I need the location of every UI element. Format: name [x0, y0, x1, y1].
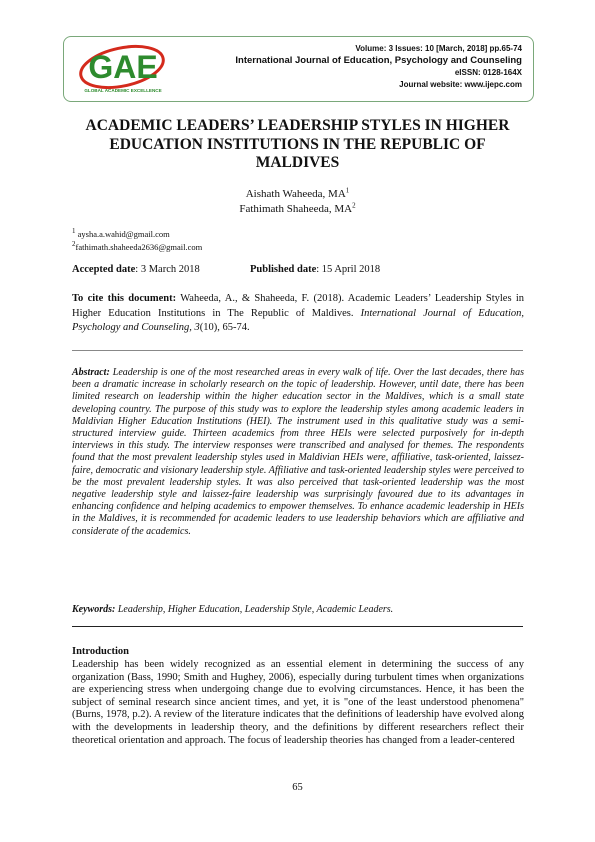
- published-value: : 15 April 2018: [316, 264, 381, 275]
- accepted-date: [72, 264, 200, 275]
- published-date: [250, 264, 380, 275]
- website-line[interactable]: Journal website: www.ijepc.com: [399, 80, 522, 89]
- footnote-mark: 2: [72, 239, 76, 248]
- citation-label: To cite this document:: [72, 293, 177, 304]
- logo-subtext: GLOBAL ACADEMIC EXCELLENCE: [84, 88, 162, 93]
- dates-line: [72, 264, 381, 275]
- published-label: Published date: [250, 264, 317, 275]
- paper-title: ACADEMIC LEADERS’ LEADERSHIP STYLES IN HIGHER EDUCATION INSTITUTIONS IN THE REPUBLIC OF MALDIVES: [85, 117, 510, 171]
- citation: [72, 292, 524, 336]
- author-mark: 1: [345, 186, 350, 195]
- journal-name: International Journal of Education, Psychology and Counseling: [235, 55, 522, 66]
- introduction-text: Leadership has been widely recognized as an essential element in determining the success of any organization (Bass, 1990; Smith and Hughey, 2006), especially during turbulent times when organizations are experiencing stress when undergoing change due to evolving circumstances. Hence, it has been the subject of seminal research since ancient times, and yet, it is "one of the least understood phenomena" (Burns, 1978, p.2). A review of the literature indicates that the definitions of leadership have evolved along with the developments in leadership theory, and the definitions by different researchers reflect their theoretical orientation and approach. The focus of leadership theories has changed from a leader-centered: [72, 659, 524, 746]
- author-mark: 2: [352, 200, 356, 209]
- volume-line: Volume: 3 Issues: 10 [March, 2018] pp.65-74: [355, 44, 522, 53]
- keywords-label: Keywords:: [72, 604, 116, 615]
- journal-logo: [74, 41, 172, 95]
- citation-issue: (10), 65-74.: [199, 322, 250, 333]
- author-list: [0, 187, 595, 216]
- citation-text: Waheeda, A., & Shaheeda, F. (2018). Academic Leaders’ Leadership Styles in Higher Education Institutions in The Republic of Maldives.: [72, 293, 524, 319]
- page-number: 65: [292, 782, 303, 793]
- author-name: Fathimath Shaheeda, MA: [239, 202, 353, 215]
- accepted-value: : 3 March 2018: [135, 264, 200, 275]
- keywords: [72, 604, 524, 615]
- footnote-2: [72, 241, 202, 254]
- logo-text: GAE: [88, 49, 158, 85]
- author-footnotes: [72, 228, 202, 253]
- eissn-line: eISSN: 0128-164X: [454, 68, 522, 77]
- divider: [72, 350, 523, 351]
- section-heading: Introduction: [72, 646, 129, 657]
- footnote-email[interactable]: aysha.a.wahid@gmail.com: [77, 229, 170, 239]
- abstract: [72, 367, 524, 538]
- divider: [72, 626, 523, 627]
- author-2: [0, 202, 595, 217]
- abstract-text: Leadership is one of the most researched areas in every walk of life. Over the last decades, there has been a dramatic increase in scholarly research on the topic of leadership. However, until date, there has been limited research on leadership within the higher education sector in the Maldives, which is a small state developing country. The purpose of this study was to explore the leadership styles among academic leaders in Maldivian Higher Education Institutions (HEI). The instrument used in this qualitative study was a semi-structured interview guide. Thirteen academics from three HEIs were selected purposively for in-depth interviews in this study. The interview responses were transcribed and analysed for themes. The respondents found that the most prevalent leadership styles used in Maldivian HEIs were, affiliative, task-oriented, laissez-faire, democratic and visionary leadership style. Affiliative and task-oriented leadership styles were perceived to be the most prevalent leadership styles. It was also perceived that task-oriented leadership was the most negative leadership style and laissez-faire leadership was surprisingly favoured due to its advantages in enhancing confidence and helping academics to empower themselves. To enhance academic leadership in HEIs in the Maldives, it is recommended for academic leaders to use leadership behaviors which are affiliative and considerate of the academics.: [72, 367, 524, 537]
- footnote-mark: 1: [72, 227, 76, 236]
- footnote-1: [72, 228, 202, 241]
- citation-journal: International Journal of Education, Psychology and Counseling, 3: [72, 307, 524, 333]
- journal-info: [235, 43, 522, 91]
- accepted-label: Accepted date: [72, 264, 136, 275]
- abstract-label: Abstract:: [72, 367, 110, 378]
- footnote-email[interactable]: fathimath.shaheeda2636@gmail.com: [75, 241, 203, 252]
- keywords-text: Leadership, Higher Education, Leadership Style, Academic Leaders.: [115, 604, 394, 615]
- author-name: Aishath Waheeda, MA: [245, 188, 346, 200]
- author-1: [0, 187, 595, 202]
